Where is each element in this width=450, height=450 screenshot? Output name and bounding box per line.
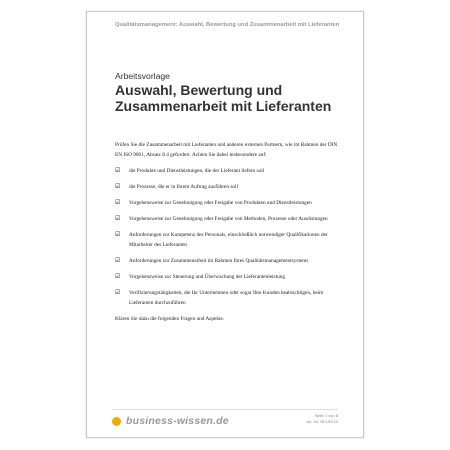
checklist-item (115, 166, 343, 176)
logo-text: business-wissen.de (126, 415, 229, 427)
brand-logo (112, 415, 229, 427)
checkbox-icon: ☑ (115, 215, 121, 222)
checkbox-icon: ☑ (115, 289, 121, 296)
page-info (306, 413, 338, 425)
checklist-item-text: Vorgehensweise zur Genehmigung oder Freigabe von Methoden, Prozesse oder Ausrüstungen (129, 216, 328, 222)
checkbox-icon: ☑ (115, 257, 121, 264)
checklist-item-text: Anforderungen zur Kompetenz des Personals, einschließlich notwendiger Qualifikationen der Mitarbeiter des Lieferanten (129, 232, 328, 248)
checklist-item (115, 198, 343, 208)
checklist (115, 166, 343, 308)
intro-paragraph: Prüfen Sie die Zusammenarbeit mit Lieferanten und anderen externen Partnern, wie im Rahmen der DIN EN ISO 9001, Absatz 8.4 gefordert. Achten Sie dabei insbesondere auf: (115, 142, 338, 158)
checklist-item (115, 288, 343, 308)
checklist-item-text: Anforderungen zur Zusammenarbeit im Rahmen Ihres Qualitätsmanagementsystems (129, 258, 309, 264)
checklist-item-text: Verifizierungstätigkeiten, die Ihr Unternehmen oder sogar Ihre Kunden beabsichtigen, beim Lieferanten durchzuführen (129, 290, 324, 306)
document-title: Auswahl, Bewertung und Zusammenarbeit mit Lieferanten (115, 82, 332, 114)
checkbox-icon: ☑ (115, 199, 121, 206)
checklist-item (115, 256, 343, 266)
document-kicker: Arbeitsvorlage (115, 71, 170, 81)
checklist-item-text: Vorgehensweise zur Genehmigung oder Freigabe von Produkten und Dienstleistungen (129, 200, 312, 206)
checklist-item (115, 214, 343, 224)
outro-paragraph: Klären Sie dazu die folgenden Fragen und Aspekte. (115, 316, 225, 322)
checkbox-icon: ☑ (115, 167, 121, 174)
checklist-item (115, 272, 343, 282)
checklist-item-text: Vorgehensweise zur Steuerung und Überwachung der Lieferantenleistung (129, 274, 286, 280)
document-body (115, 140, 343, 324)
footer-divider (112, 409, 338, 410)
checkbox-icon: ☑ (115, 183, 121, 190)
checkbox-icon: ☑ (115, 273, 121, 280)
checklist-item-text: die Prozesse, die er in Ihrem Auftrag ausführen soll (129, 184, 238, 190)
checklist-item-text: die Produkte und Dienstleistungen, die der Lieferant liefern soll (129, 168, 265, 174)
checkbox-icon: ☑ (115, 231, 121, 238)
logo-dot-icon (112, 417, 121, 426)
running-header: Qualitätsmanagement: Auswahl, Bewertung und Zusammenarbeit mit Lieferanten (115, 22, 340, 28)
checklist-item (115, 230, 343, 250)
checklist-item (115, 182, 343, 192)
document-page (86, 11, 364, 438)
article-number: Art.-Nr. 98.159.03 (306, 419, 338, 424)
page-number: Seite 1 von 8 (314, 413, 338, 418)
